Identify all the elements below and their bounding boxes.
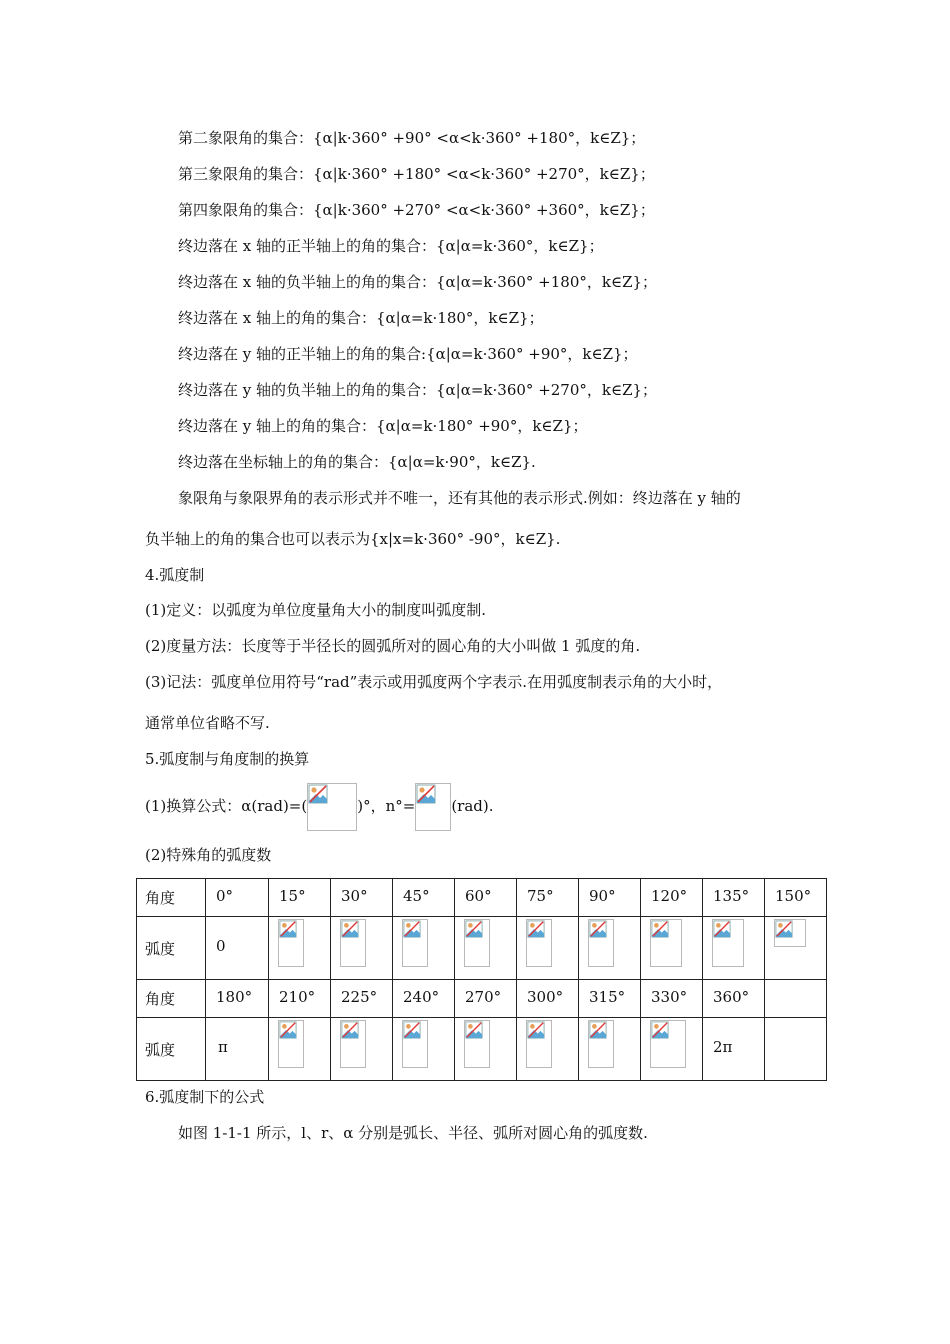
angle-cell: 30° — [331, 879, 393, 917]
angle-cell: 90° — [579, 879, 641, 917]
angle-cell: 75° — [517, 879, 579, 917]
radian-cell — [269, 1018, 331, 1081]
formula-image-2 — [415, 783, 451, 831]
note-line-2: 负半轴上的角的集合也可以表示为{x|x=k·360° -90°，k∈Z}. — [145, 530, 561, 548]
y-negative-axis-set: 终边落在 y 轴的负半轴上的角的集合：{α|α=k·360° +270°，k∈Z}； — [178, 381, 658, 399]
radian-image — [340, 1020, 366, 1068]
formula-part-b: )°，n°= — [357, 797, 416, 815]
angle-cell: 330° — [641, 980, 703, 1018]
radian-image — [526, 919, 552, 967]
radian-image — [278, 1020, 304, 1068]
angle-cell: 315° — [579, 980, 641, 1018]
broken-image-icon — [416, 784, 436, 804]
radian-image — [402, 1020, 428, 1068]
broken-image-icon — [403, 1021, 421, 1039]
radian-cell — [641, 1018, 703, 1081]
x-positive-axis-set: 终边落在 x 轴的正半轴上的角的集合：{α|α=k·360°，k∈Z}； — [178, 237, 604, 255]
broken-image-icon — [341, 1021, 359, 1039]
radian-image — [650, 919, 682, 967]
radian-image — [774, 919, 806, 947]
angle-cell: 180° — [206, 980, 269, 1018]
radian-cell: 2π — [703, 1018, 765, 1081]
y-positive-axis-set: 终边落在 y 轴的正半轴上的角的集合:{α|α=k·360° +90°，k∈Z}； — [178, 345, 638, 363]
angle-cell: 45° — [393, 879, 455, 917]
radian-cell — [455, 917, 517, 980]
section-4-heading: 4.弧度制 — [145, 566, 205, 584]
note-line-1: 象限角与象限界角的表示形式并不唯一，还有其他的表示形式.例如：终边落在 y 轴的 — [178, 489, 741, 507]
radian-cell — [331, 1018, 393, 1081]
section-5-heading: 5.弧度制与角度制的换算 — [145, 750, 310, 768]
angle-cell: 120° — [641, 879, 703, 917]
radian-cell — [579, 917, 641, 980]
broken-image-icon — [713, 920, 731, 938]
angle-cell: 240° — [393, 980, 455, 1018]
radian-image — [588, 919, 614, 967]
radian-cell: π — [206, 1018, 269, 1081]
section-6-heading: 6.弧度制下的公式 — [145, 1088, 265, 1106]
conversion-formula — [145, 783, 494, 831]
broken-image-icon — [308, 784, 328, 804]
broken-image-icon — [279, 920, 297, 938]
x-negative-axis-set: 终边落在 x 轴的负半轴上的角的集合：{α|α=k·360° +180°，k∈Z}； — [178, 273, 658, 291]
formula-image-1 — [307, 783, 357, 831]
broken-image-icon — [651, 1021, 669, 1039]
broken-image-icon — [465, 1021, 483, 1039]
broken-image-icon — [651, 920, 669, 938]
angle-cell: 210° — [269, 980, 331, 1018]
radian-cell — [517, 917, 579, 980]
angle-cell: 60° — [455, 879, 517, 917]
figure-caption: 如图 1-1-1 所示，l、r、α 分别是弧长、半径、弧所对圆心角的弧度数. — [178, 1124, 648, 1142]
table-row — [137, 917, 827, 980]
measurement-method: (2)度量方法：长度等于半径长的圆弧所对的圆心角的大小叫做 1 弧度的角. — [145, 637, 641, 655]
radian-cell — [269, 917, 331, 980]
radian-image — [402, 919, 428, 967]
radian-cell — [393, 917, 455, 980]
table-row — [137, 980, 827, 1018]
broken-image-icon — [527, 1021, 545, 1039]
y-axis-set: 终边落在 y 轴上的角的集合：{α|α=k·180° +90°，k∈Z}； — [178, 417, 588, 435]
angle-cell — [765, 980, 827, 1018]
angle-cell: 360° — [703, 980, 765, 1018]
broken-image-icon — [527, 920, 545, 938]
formula-part-a: (1)换算公式：α(rad)=( — [145, 797, 308, 815]
broken-image-icon — [341, 920, 359, 938]
table-row — [137, 879, 827, 917]
broken-image-icon — [589, 920, 607, 938]
radian-cell — [765, 1018, 827, 1081]
radian-image — [464, 1020, 490, 1068]
angle-cell: 0° — [206, 879, 269, 917]
quadrant-3-set: 第三象限角的集合：{α|k·360° +180° <α<k·360° +270°，k∈Z}； — [178, 165, 655, 183]
radian-image — [526, 1020, 552, 1068]
x-axis-set: 终边落在 x 轴上的角的集合：{α|α=k·180°，k∈Z}； — [178, 309, 544, 327]
radian-cell — [455, 1018, 517, 1081]
radian-cell — [331, 917, 393, 980]
quadrant-2-set: 第二象限角的集合：{α|k·360° +90° <α<k·360° +180°，k∈Z}； — [178, 129, 646, 147]
definition: (1)定义：以弧度为单位度量角大小的制度叫弧度制. — [145, 601, 487, 619]
angle-cell: 225° — [331, 980, 393, 1018]
radian-label: 弧度 — [137, 1018, 206, 1081]
broken-image-icon — [775, 920, 793, 938]
radian-image — [588, 1020, 614, 1068]
quadrant-4-set: 第四象限角的集合：{α|k·360° +270° <α<k·360° +360°，k∈Z}； — [178, 201, 655, 219]
radian-image — [712, 919, 744, 967]
coordinate-axes-set: 终边落在坐标轴上的角的集合：{α|α=k·90°，k∈Z}. — [178, 453, 536, 471]
angle-cell: 15° — [269, 879, 331, 917]
radian-cell — [641, 917, 703, 980]
angle-label: 角度 — [137, 879, 206, 917]
formula-part-c: (rad). — [451, 797, 494, 815]
radian-image — [650, 1020, 686, 1068]
angle-cell: 300° — [517, 980, 579, 1018]
radian-cell: 0 — [206, 917, 269, 980]
broken-image-icon — [279, 1021, 297, 1039]
radian-cell — [765, 917, 827, 980]
radian-image — [464, 919, 490, 967]
notation-line-1: (3)记法：弧度单位用符号“rad”表示或用弧度两个字表示.在用弧度制表示角的大小时， — [145, 673, 723, 691]
angle-cell: 135° — [703, 879, 765, 917]
radian-cell — [393, 1018, 455, 1081]
radian-cell — [517, 1018, 579, 1081]
special-angles-heading: (2)特殊角的弧度数 — [145, 846, 272, 864]
broken-image-icon — [403, 920, 421, 938]
radian-image — [340, 919, 366, 967]
radian-cell — [703, 917, 765, 980]
table-row — [137, 1018, 827, 1081]
radian-image — [278, 919, 304, 967]
radian-label: 弧度 — [137, 917, 206, 980]
broken-image-icon — [589, 1021, 607, 1039]
special-angles-table — [136, 878, 827, 1081]
radian-cell — [579, 1018, 641, 1081]
broken-image-icon — [465, 920, 483, 938]
notation-line-2: 通常单位省略不写. — [145, 714, 270, 732]
angle-cell: 270° — [455, 980, 517, 1018]
angle-label: 角度 — [137, 980, 206, 1018]
angle-cell: 150° — [765, 879, 827, 917]
